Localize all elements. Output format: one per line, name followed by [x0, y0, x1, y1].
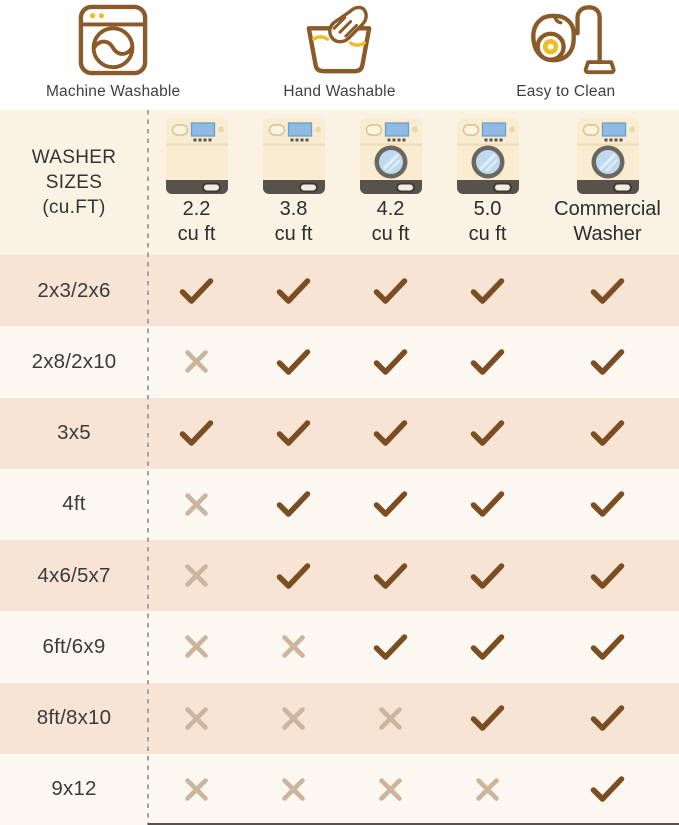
feature-machine-washable: [0, 5, 226, 101]
column-header-4.2: [342, 110, 439, 255]
corner-header-line: WASHER: [31, 146, 117, 168]
feature-label: Machine Washable: [45, 83, 181, 100]
rug-size-label: 3x5: [57, 421, 91, 445]
rug-size-label: 4x6/5x7: [37, 563, 111, 587]
check-mark-icon: [342, 276, 439, 306]
front-load-washer-icon: [457, 118, 519, 194]
washer-size-label: 2.2: [182, 198, 211, 220]
x-mark-icon: [148, 348, 245, 375]
check-mark-icon: [536, 489, 679, 519]
check-mark-icon: [536, 561, 679, 591]
washer-size-unit: Washer: [573, 223, 642, 245]
table-row: [0, 398, 679, 469]
check-mark-icon: [536, 276, 679, 306]
check-mark-icon: [536, 632, 679, 662]
table-row: [0, 255, 679, 326]
check-mark-icon: [439, 703, 536, 733]
check-mark-icon: [536, 347, 679, 377]
table-row: [0, 611, 679, 682]
column-header-commercial: [536, 110, 679, 255]
rug-size-label: 6ft/6x9: [42, 634, 106, 658]
check-mark-icon: [536, 418, 679, 448]
x-mark-icon: [245, 776, 342, 803]
washer-size-unit: cu ft: [177, 223, 216, 245]
check-mark-icon: [439, 347, 536, 377]
washer-size-unit: cu ft: [371, 223, 410, 245]
rug-size-label: 2x8/2x10: [31, 349, 117, 373]
check-mark-icon: [536, 774, 679, 804]
top-load-washer-icon: [263, 118, 325, 194]
check-mark-icon: [148, 418, 245, 448]
column-header-2.2: [148, 110, 245, 255]
x-mark-icon: [148, 705, 245, 732]
x-mark-icon: [245, 705, 342, 732]
washer-size-label: 4.2: [376, 198, 405, 220]
check-mark-icon: [245, 489, 342, 519]
check-mark-icon: [439, 418, 536, 448]
feature-hand-washable: [226, 5, 452, 101]
check-mark-icon: [342, 489, 439, 519]
check-mark-icon: [342, 347, 439, 377]
check-mark-icon: [148, 276, 245, 306]
check-mark-icon: [439, 632, 536, 662]
vacuum-cleaner-icon: [516, 5, 616, 75]
rug-size-label: 2x3/2x6: [37, 278, 111, 302]
x-mark-icon: [148, 776, 245, 803]
corner-header: [0, 145, 148, 220]
table-row: [0, 469, 679, 540]
check-mark-icon: [245, 276, 342, 306]
compatibility-table: [0, 110, 679, 825]
check-mark-icon: [245, 561, 342, 591]
corner-header-line: (cu.FT): [42, 197, 106, 219]
column-header-5.0: [439, 110, 536, 255]
x-mark-icon: [148, 491, 245, 518]
check-mark-icon: [536, 703, 679, 733]
check-mark-icon: [439, 561, 536, 591]
table-row: [0, 754, 679, 825]
washer-size-label: 5.0: [473, 198, 502, 220]
table-header-row: [0, 110, 679, 255]
washer-size-unit: cu ft: [468, 223, 507, 245]
check-mark-icon: [439, 276, 536, 306]
dashed-divider: [147, 110, 149, 825]
rug-size-label: 8ft/8x10: [36, 706, 112, 730]
x-mark-icon: [342, 705, 439, 732]
check-mark-icon: [439, 489, 536, 519]
x-mark-icon: [148, 633, 245, 660]
check-mark-icon: [245, 347, 342, 377]
washing-machine-icon: [78, 5, 148, 75]
check-mark-icon: [342, 561, 439, 591]
rug-size-label: 9x12: [51, 777, 97, 801]
corner-header-line: SIZES: [45, 171, 103, 193]
feature-easy-to-clean: [453, 5, 679, 101]
check-mark-icon: [245, 418, 342, 448]
check-mark-icon: [342, 418, 439, 448]
table-row: [0, 326, 679, 397]
hand-wash-icon: [302, 5, 376, 75]
front-load-washer-icon: [577, 118, 639, 194]
feature-strip: [0, 0, 679, 110]
x-mark-icon: [439, 776, 536, 803]
x-mark-icon: [245, 633, 342, 660]
rug-size-label: 4ft: [62, 492, 86, 516]
column-header-3.8: [245, 110, 342, 255]
washer-size-unit: cu ft: [274, 223, 313, 245]
top-load-washer-icon: [166, 118, 228, 194]
front-load-washer-icon: [360, 118, 422, 194]
x-mark-icon: [342, 776, 439, 803]
feature-label: Hand Washable: [283, 83, 396, 100]
table-row: [0, 683, 679, 754]
table-row: [0, 540, 679, 611]
check-mark-icon: [342, 632, 439, 662]
table-body: [0, 255, 679, 825]
x-mark-icon: [148, 562, 245, 589]
feature-label: Easy to Clean: [516, 83, 616, 100]
washer-size-label: Commercial: [554, 198, 661, 220]
washer-size-label: 3.8: [279, 198, 308, 220]
